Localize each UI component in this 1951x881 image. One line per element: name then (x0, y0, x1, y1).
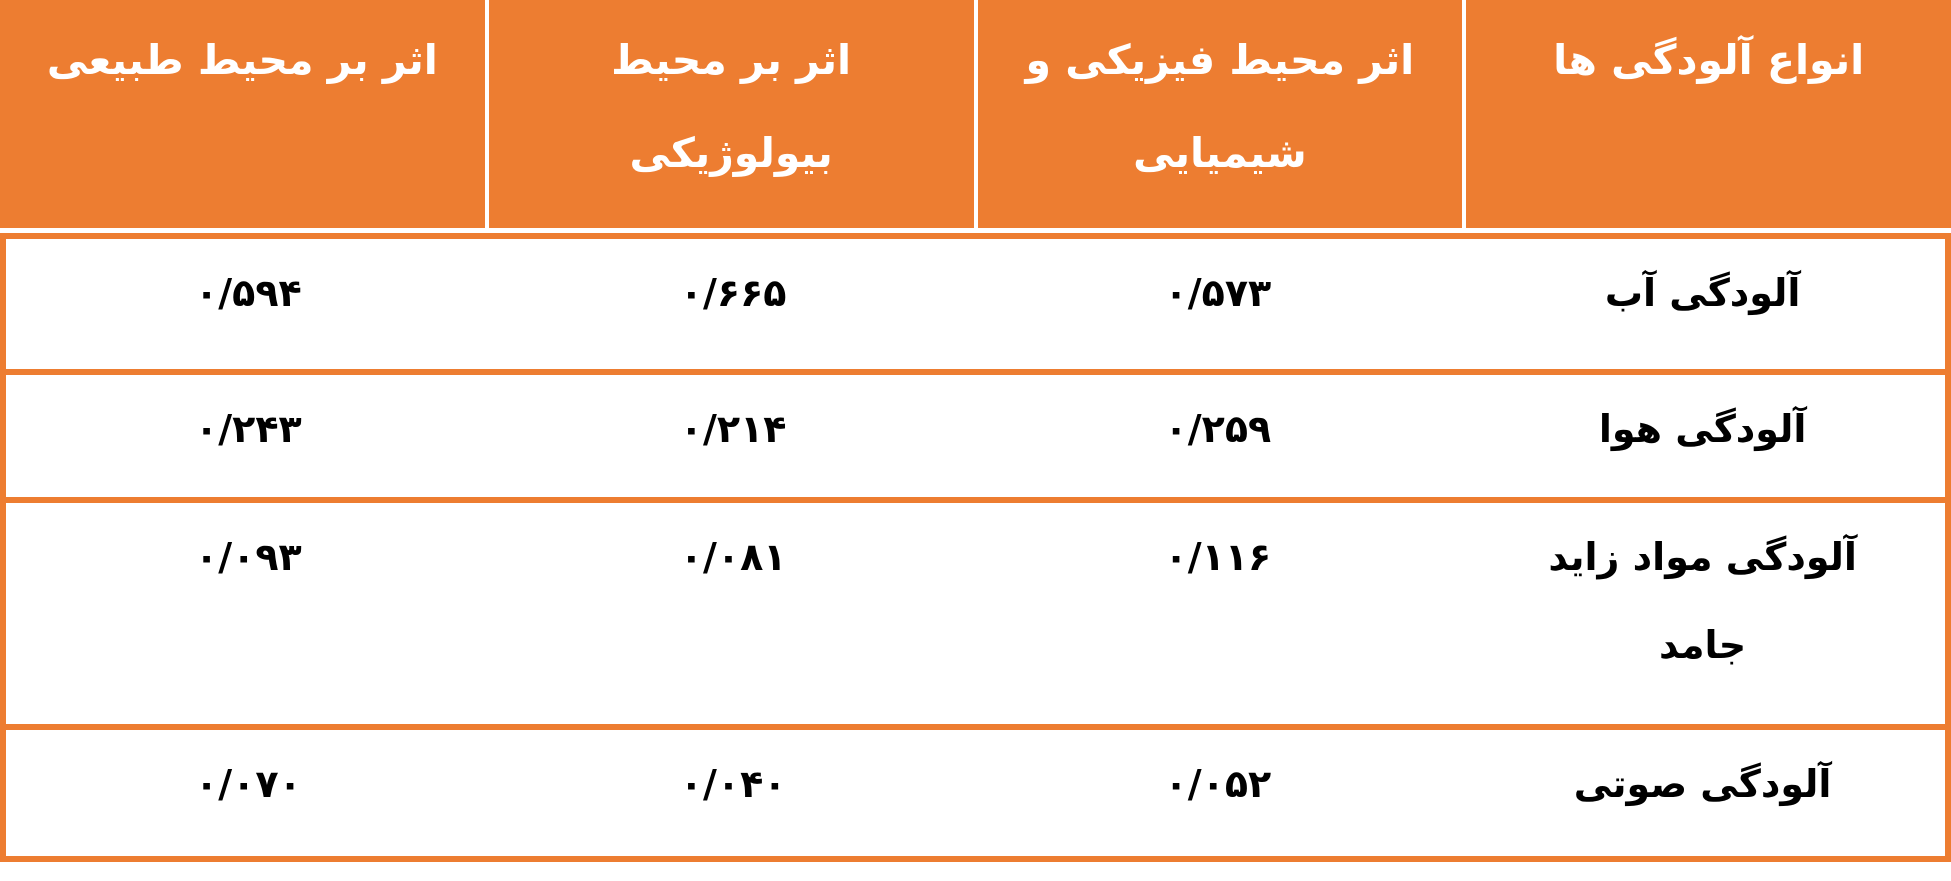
table-header-row (0, 0, 1951, 228)
value-biological (491, 503, 976, 724)
header-cell-physical-chemical: اثر محیط فیزیکی و شیمیایی (978, 0, 1463, 228)
value-natural (6, 375, 491, 497)
value-physical-chemical (976, 239, 1461, 369)
table-body (0, 233, 1951, 862)
value-text: ۰/۱۱۶ (1164, 535, 1272, 579)
value-text: ۰/۰۴۰ (679, 762, 787, 806)
value-text: ۰/۲۴۳ (195, 407, 302, 451)
table-row-solid-waste-pollution (6, 497, 1945, 724)
value-text: ۰/۰۷۰ (195, 762, 302, 806)
value-natural (6, 730, 491, 856)
value-text: ۰/۵۹۴ (195, 271, 302, 315)
value-biological (491, 239, 976, 369)
value-text: ۰/۰۹۳ (195, 535, 302, 579)
table-row-noise-pollution (6, 724, 1945, 856)
value-biological (491, 730, 976, 856)
value-text: ۰/۲۵۹ (1164, 407, 1272, 451)
row-label: آلودگی هوا (1598, 407, 1807, 451)
value-text: ۰/۶۶۵ (679, 271, 787, 315)
value-natural (6, 239, 491, 369)
header-cell-natural: اثر بر محیط طبیعی (0, 0, 485, 228)
value-physical-chemical (976, 375, 1461, 497)
header-cell-pollution-types: انواع آلودگی ها (1466, 0, 1951, 228)
value-text: ۰/۰۸۱ (679, 535, 787, 579)
value-text: ۰/۵۷۳ (1164, 271, 1272, 315)
table-row-water-pollution (6, 239, 1945, 369)
row-label: آلودگی صوتی (1573, 762, 1832, 806)
value-natural (6, 503, 491, 724)
value-biological (491, 375, 976, 497)
header-cell-biological: اثر بر محیط بیولوژیکی (489, 0, 974, 228)
row-label: آلودگی آب (1604, 271, 1801, 315)
value-text: ۰/۲۱۴ (679, 407, 787, 451)
value-physical-chemical (976, 503, 1461, 724)
value-text: ۰/۰۵۲ (1164, 762, 1272, 806)
row-label: آلودگی مواد زاید جامد (1548, 535, 1857, 667)
value-physical-chemical (976, 730, 1461, 856)
table-row-air-pollution (6, 369, 1945, 497)
